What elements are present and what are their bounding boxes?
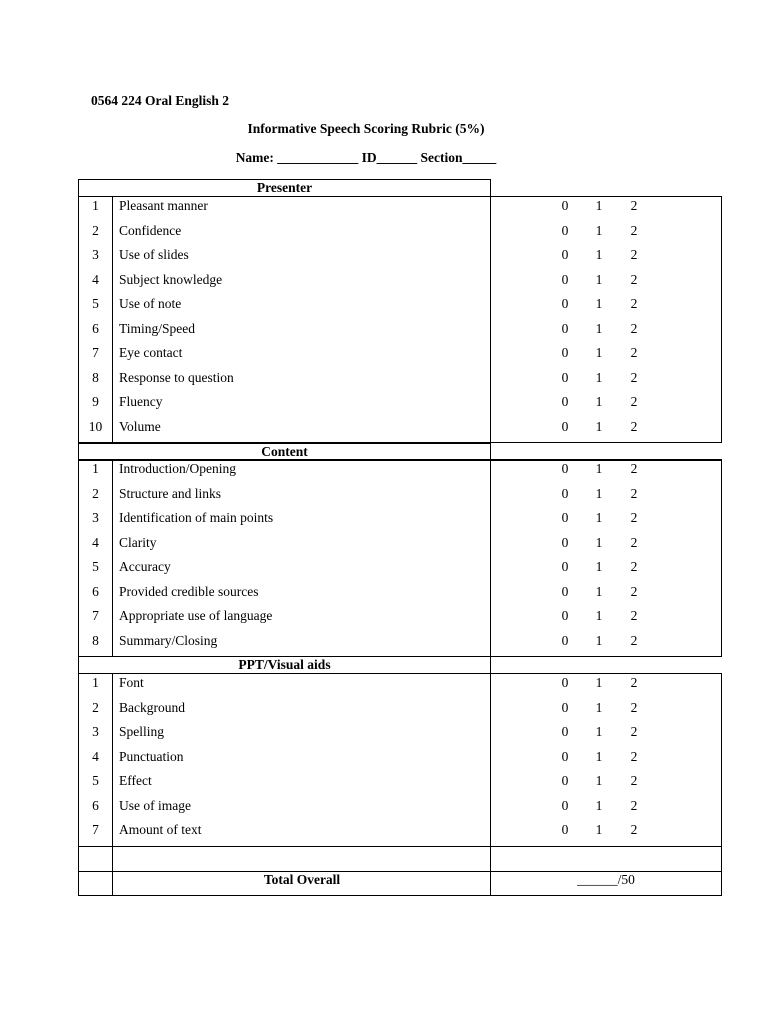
score-option-2[interactable]: 2 <box>630 773 638 788</box>
score-option-2[interactable]: 2 <box>630 534 638 550</box>
score-option-2[interactable]: 2 <box>630 632 638 648</box>
section-header-score-strip <box>490 656 722 674</box>
rubric-row <box>79 344 721 369</box>
score-option-1[interactable]: 1 <box>595 559 603 574</box>
score-option-0[interactable]: 0 <box>561 583 569 599</box>
rubric-title: Informative Speech Scoring Rubric (5%) <box>247 121 485 136</box>
item-number: 1 <box>92 198 99 213</box>
criterion-label: Response to question <box>119 369 234 385</box>
rubric-row <box>79 723 721 748</box>
item-number: 8 <box>92 632 99 648</box>
item-number: 3 <box>92 510 99 525</box>
item-number: 5 <box>92 296 99 311</box>
item-number: 2 <box>92 699 99 715</box>
score-option-0[interactable]: 0 <box>561 608 569 623</box>
criterion-label: Appropriate use of language <box>119 608 273 623</box>
score-option-2[interactable]: 2 <box>630 222 638 238</box>
score-option-0[interactable]: 0 <box>561 699 569 715</box>
item-number: 10 <box>88 418 103 434</box>
criterion-label: Spelling <box>119 724 165 739</box>
score-option-0[interactable]: 0 <box>561 222 569 238</box>
item-number: 3 <box>92 724 99 739</box>
item-number: 3 <box>92 247 99 262</box>
score-option-1[interactable]: 1 <box>595 394 603 409</box>
score-option-1[interactable]: 1 <box>595 271 603 287</box>
rubric-row <box>79 295 721 320</box>
rubric-row <box>79 772 721 797</box>
section-header: PPT/Visual aids <box>78 656 491 674</box>
criterion-label: Effect <box>119 773 152 788</box>
score-option-1[interactable]: 1 <box>595 198 603 213</box>
item-number: 9 <box>92 394 99 409</box>
score-option-0[interactable]: 0 <box>561 461 569 476</box>
rubric-row <box>79 393 721 418</box>
score-option-2[interactable]: 2 <box>630 418 638 434</box>
score-option-0[interactable]: 0 <box>561 534 569 550</box>
rubric-row <box>79 674 721 699</box>
score-option-0[interactable]: 0 <box>561 748 569 764</box>
rubric-row <box>79 748 721 773</box>
criterion-label: Punctuation <box>119 748 184 764</box>
name-id-section-line: Name: ____________ ID______ Section_____ <box>235 150 497 165</box>
score-option-0[interactable]: 0 <box>561 198 569 213</box>
item-number: 7 <box>92 822 99 837</box>
score-option-1[interactable]: 1 <box>595 748 603 764</box>
score-option-1[interactable]: 1 <box>595 485 603 501</box>
score-option-1[interactable]: 1 <box>595 510 603 525</box>
section-body <box>78 673 722 847</box>
score-option-1[interactable]: 1 <box>595 222 603 238</box>
score-option-2[interactable]: 2 <box>630 485 638 501</box>
score-option-2[interactable]: 2 <box>630 510 638 525</box>
rubric-row <box>79 583 721 608</box>
score-option-2[interactable]: 2 <box>630 608 638 623</box>
item-number: 2 <box>92 485 99 501</box>
section-header-score-strip <box>490 179 722 197</box>
rubric-row <box>79 509 721 534</box>
score-option-2[interactable]: 2 <box>630 369 638 385</box>
score-option-0[interactable]: 0 <box>561 632 569 648</box>
rubric-row <box>79 246 721 271</box>
score-option-0[interactable]: 0 <box>561 724 569 739</box>
score-option-1[interactable]: 1 <box>595 418 603 434</box>
score-option-1[interactable]: 1 <box>595 534 603 550</box>
score-option-0[interactable]: 0 <box>561 773 569 788</box>
criterion-label: Pleasant manner <box>119 198 208 213</box>
rubric-row <box>79 699 721 724</box>
score-option-1[interactable]: 1 <box>595 461 603 476</box>
score-option-1[interactable]: 1 <box>595 822 603 837</box>
course-title: 0564 224 Oral English 2 <box>91 93 230 108</box>
criterion-label: Use of slides <box>119 247 189 262</box>
criterion-label: Use of image <box>119 797 191 813</box>
item-number: 4 <box>92 534 99 550</box>
score-option-0[interactable]: 0 <box>561 822 569 837</box>
score-option-0[interactable]: 0 <box>561 320 569 336</box>
score-option-1[interactable]: 1 <box>595 296 603 311</box>
score-option-0[interactable]: 0 <box>561 271 569 287</box>
rubric-row <box>79 607 721 632</box>
criterion-label: Clarity <box>119 534 157 550</box>
score-option-1[interactable]: 1 <box>595 773 603 788</box>
score-option-2[interactable]: 2 <box>630 247 638 262</box>
criterion-label: Confidence <box>119 222 182 238</box>
score-option-2[interactable]: 2 <box>630 675 638 690</box>
score-option-1[interactable]: 1 <box>595 369 603 385</box>
score-option-2[interactable]: 2 <box>630 394 638 409</box>
item-number: 6 <box>92 583 99 599</box>
item-number: 7 <box>92 608 99 623</box>
score-option-2[interactable]: 2 <box>630 822 638 837</box>
criterion-label: Volume <box>119 418 161 434</box>
item-number: 6 <box>92 797 99 813</box>
rubric-row <box>79 271 721 296</box>
score-option-1[interactable]: 1 <box>595 724 603 739</box>
score-option-0[interactable]: 0 <box>561 675 569 690</box>
score-option-1[interactable]: 1 <box>595 699 603 715</box>
criterion-label: Subject knowledge <box>119 271 223 287</box>
item-number: 5 <box>92 559 99 574</box>
criterion-label: Introduction/Opening <box>119 461 236 476</box>
rubric-row <box>79 369 721 394</box>
score-option-2[interactable]: 2 <box>630 748 638 764</box>
total-row <box>78 846 722 896</box>
score-option-1[interactable]: 1 <box>595 345 603 360</box>
rubric-row <box>79 534 721 559</box>
section-header: Content <box>78 443 491 461</box>
score-option-1[interactable]: 1 <box>595 320 603 336</box>
score-option-1[interactable]: 1 <box>595 675 603 690</box>
score-option-0[interactable]: 0 <box>561 345 569 360</box>
score-option-0[interactable]: 0 <box>561 797 569 813</box>
criterion-label: Use of note <box>119 296 182 311</box>
criterion-label: Structure and links <box>119 485 221 501</box>
item-number: 4 <box>92 748 99 764</box>
criterion-label: Background <box>119 699 185 715</box>
criterion-label: Eye contact <box>119 345 183 360</box>
score-option-0[interactable]: 0 <box>561 369 569 385</box>
score-option-1[interactable]: 1 <box>595 797 603 813</box>
item-number: 5 <box>92 773 99 788</box>
item-number: 4 <box>92 271 99 287</box>
rubric-row <box>79 418 721 443</box>
rubric-row <box>79 320 721 345</box>
score-option-0[interactable]: 0 <box>561 296 569 311</box>
criterion-label: Timing/Speed <box>119 320 196 336</box>
criterion-label: Font <box>119 675 144 690</box>
criterion-label: Amount of text <box>119 822 202 837</box>
item-number: 2 <box>92 222 99 238</box>
score-option-1[interactable]: 1 <box>595 247 603 262</box>
item-number: 6 <box>92 320 99 336</box>
rubric-row <box>79 558 721 583</box>
item-number: 7 <box>92 345 99 360</box>
item-number: 8 <box>92 369 99 385</box>
score-option-2[interactable]: 2 <box>630 271 638 287</box>
criterion-label: Identification of main points <box>119 510 274 525</box>
score-option-2[interactable]: 2 <box>630 559 638 574</box>
score-option-0[interactable]: 0 <box>561 418 569 434</box>
rubric-row <box>79 222 721 247</box>
item-number: 1 <box>92 675 99 690</box>
criterion-label: Fluency <box>119 394 163 409</box>
rubric-row <box>79 632 721 657</box>
item-number: 1 <box>92 461 99 476</box>
score-option-2[interactable]: 2 <box>630 296 638 311</box>
score-option-2[interactable]: 2 <box>630 345 638 360</box>
score-option-2[interactable]: 2 <box>630 724 638 739</box>
total-value: ______/50 <box>577 872 635 887</box>
section-header: Presenter <box>78 179 491 197</box>
rubric-row <box>79 797 721 822</box>
section-body <box>78 196 722 443</box>
score-option-2[interactable]: 2 <box>630 198 638 213</box>
criterion-label: Provided credible sources <box>119 583 259 599</box>
score-option-1[interactable]: 1 <box>595 583 603 599</box>
section-body <box>78 459 722 657</box>
rubric-row <box>79 821 721 846</box>
rubric-row <box>79 197 721 222</box>
score-option-2[interactable]: 2 <box>630 699 638 715</box>
score-option-0[interactable]: 0 <box>561 247 569 262</box>
score-option-2[interactable]: 2 <box>630 461 638 476</box>
score-option-0[interactable]: 0 <box>561 510 569 525</box>
criterion-label: Summary/Closing <box>119 632 218 648</box>
criterion-label: Accuracy <box>119 559 171 574</box>
rubric-row <box>79 485 721 510</box>
score-option-0[interactable]: 0 <box>561 559 569 574</box>
rubric-row <box>79 460 721 485</box>
score-option-1[interactable]: 1 <box>595 608 603 623</box>
score-option-2[interactable]: 2 <box>630 797 638 813</box>
score-option-2[interactable]: 2 <box>630 320 638 336</box>
score-option-2[interactable]: 2 <box>630 583 638 599</box>
score-option-0[interactable]: 0 <box>561 394 569 409</box>
score-option-0[interactable]: 0 <box>561 485 569 501</box>
score-option-1[interactable]: 1 <box>595 632 603 648</box>
total-label: Total Overall <box>263 872 341 887</box>
